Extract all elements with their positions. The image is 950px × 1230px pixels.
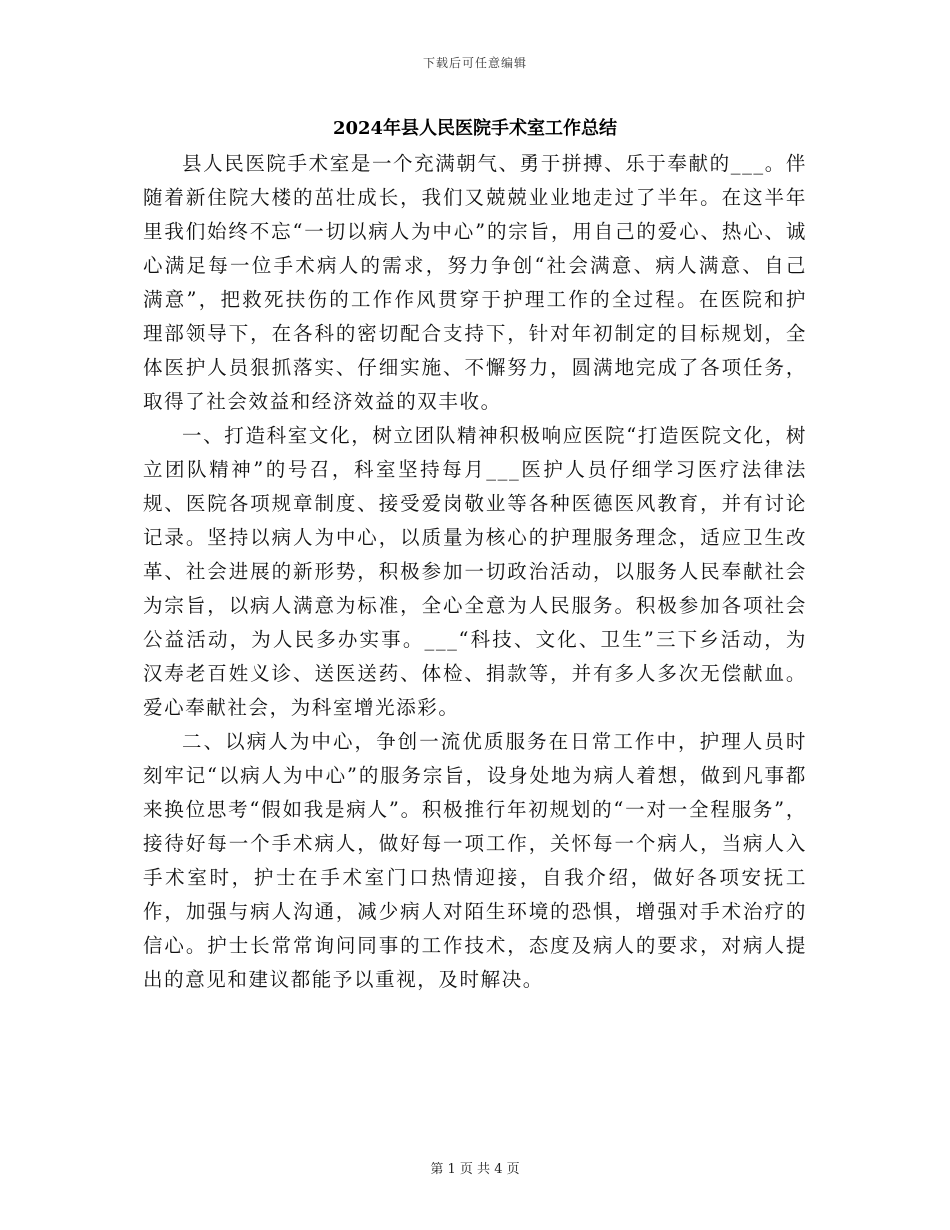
document-title: 2024年县人民医院手术室工作总结 — [332, 118, 618, 139]
paragraph-intro: 县人民医院手术室是一个充满朝气、勇于拼搏、乐于奉献的___。伴随着新住院大楼的茁壮成长，我们又兢兢业业地走过了半年。在这半年里我们始终不忘“一切以病人为中心”的宗旨，用自己的爱心、热心、诚心满足每一位手术病人的需求，努力争创“社会满意、病人满意、自己满意”，把救死扶伤的工作作风贯穿于护理工作的全过程。在医院和护理部领导下，在各科的密切配合支持下，针对年初制定的目标规划，全体医护人员狠抓落实、仔细实施、不懈努力，圆满地完成了各项任务，取得了社会效益和经济效益的双丰收。 — [143, 152, 807, 413]
page-header-note: 下载后可任意编辑 — [422, 56, 527, 70]
page-number-footer: 第 1 页 共 4 页 — [430, 1162, 520, 1177]
document-body — [143, 147, 807, 997]
paragraph-section-two: 二、以病人为中心，争创一流优质服务在日常工作中，护理人员时刻牢记“以病人为中心”的服务宗旨，设身处地为病人着想，做到凡事都来换位思考“假如我是病人”。积极推行年初规划的“一对一全程服务”，接待好每一个手术病人，做好每一项工作，关怀每一个病人，当病人入手术室时，护士在手术室门口热情迎接，自我介绍，做好各项安抚工作，加强与病人沟通，减少病人对陌生环境的恐惧，增强对手术治疗的信心。护士长常常询问同事的工作技术，态度及病人的要求，对病人提出的意见和建议都能予以重视，及时解决。 — [143, 730, 807, 991]
paragraph-section-one: 一、打造科室文化，树立团队精神积极响应医院“打造医院文化，树立团队精神”的号召，科室坚持每月___医护人员仔细学习医疗法律法规、医院各项规章制度、接受爱岗敬业等各种医德医风教育，并有讨论记录。坚持以病人为中心，以质量为核心的护理服务理念，适应卫生改革、社会进展的新形势，积极参加一切政治活动，以服务人民奉献社会为宗旨，以病人满意为标准，全心全意为人民服务。积极参加各项社会公益活动，为人民多办实事。___“科技、文化、卫生”三下乡活动，为汉寿老百姓义诊、送医送药、体检、捐款等，并有多人多次无偿献血。爱心奉献社会，为科室增光添彩。 — [143, 424, 807, 719]
